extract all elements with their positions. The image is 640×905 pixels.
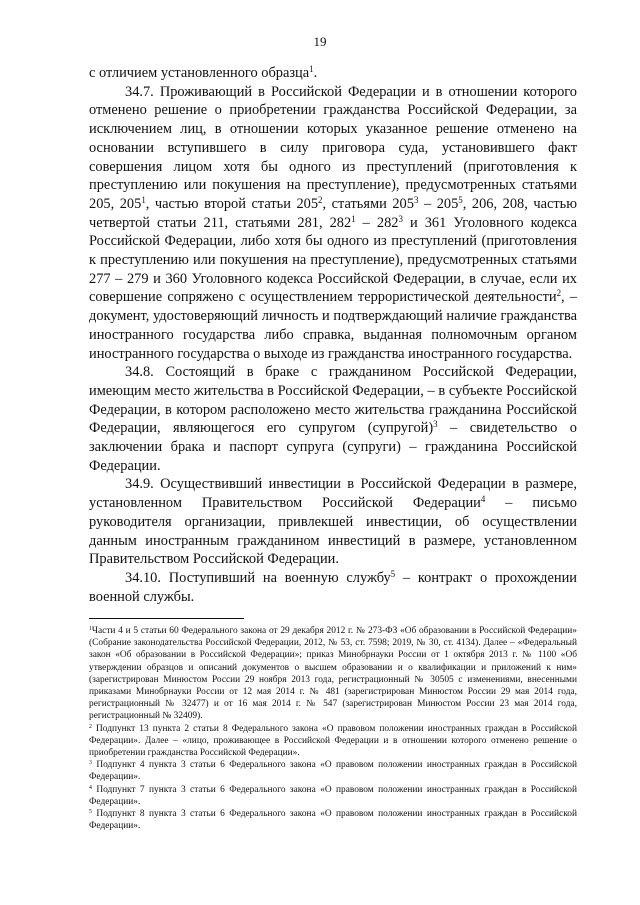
footnote-ref: 3	[413, 195, 419, 206]
text-run: Подпункт 13 пункта 2 статьи 8 Федерального закона «О правовом положении иностранных граждан в Российской Федерации». Далее – «лицо, проживающее в Российской Федерации и в отношении которого отменено решение о приобретении гражданства Российской Федерации».	[89, 723, 577, 759]
text-run: Подпункт 4 пункта 3 статьи 6 Федерального закона «О правовом положении иностранных граждан в Российской Федерации».	[89, 760, 577, 783]
footnote-3	[89, 759, 577, 783]
footnote-ref: 5	[458, 195, 463, 206]
footnote-ref: 4	[89, 784, 92, 791]
footnote-ref: 5	[390, 569, 396, 580]
text-run: 34.8. Состоящий в браке с гражданином Российской Федерации, имеющим место жительства в Российской Федерации, – в субъекте Российской Федерации, в котором расположено место жительства гражданина Российской Федерации, являющегося его супругом (супругой)	[89, 364, 577, 437]
text-run: с отличием установленного образца	[89, 65, 310, 81]
footnote-ref: 1	[89, 625, 92, 632]
footnote-ref: 1	[141, 195, 146, 206]
footnote-ref: 3	[398, 213, 403, 224]
text-run: , статьями 205	[322, 195, 414, 212]
text-run: .	[313, 65, 318, 81]
footnote-ref: 5	[89, 808, 92, 815]
text-run: – контракт о прохождении военной службы.	[89, 569, 577, 605]
text-run: 34.7. Проживающий в Российской Федерации и в отношении которого отменено решение о приобретении гражданства Российской Федерации, за исключением лиц, в отношении которых указанное решение отменено на основании вступившего в силу приговора суда, установившего факт совершения лицом хотя бы одного из преступлений (приготовления к преступлению или покушения на преступление), предусмотренных статьями 205, 205	[89, 83, 577, 212]
text-run: – письмо руководителя организации, привлекшей инвестиции, об осуществлении данным иностранным гражданином инвестиций в размере, установленном Правительством Российской Федерации.	[89, 495, 577, 568]
text-run: – свидетельство о заключении брака и паспорт супруга (супруги) – гражданина Российской Федерации.	[89, 420, 577, 474]
paragraph-4	[89, 475, 577, 569]
text-run: – 205	[418, 195, 459, 212]
footnote-ref: 3	[433, 419, 438, 430]
paragraph-3	[89, 363, 577, 475]
text-run: , – документ, удостоверяющий личность и подтверждающий наличие гражданства иностранного государства либо справка, выданная полномочным органом иностранного государства о выходе из гражданства иностранного государства.	[89, 289, 578, 362]
paragraph-2	[89, 83, 577, 364]
footnote-ref: 3	[89, 760, 92, 767]
footnote-4	[89, 784, 577, 808]
footnote-ref: 2	[318, 195, 323, 206]
text-run: Части 4 и 5 статьи 60 Федерального закона от 29 декабря 2012 г. № 273-ФЗ «Об образовании в Российской Федерации» (Собрание законодательства Российской Федерации, 2012, № 53, ст. 7598; 2019, № 30, ст. 4134). Далее – «Федеральный закон «Об образовании в Российской Федерации»; приказ Минобрнауки России от 1 октября 2013 г. № 1100 «Об утверждении образцов и описаний документов о высшем образовании и о квалификации и приложений к ним» (зарегистрирован Минюстом России 29 ноября 2013 года, регистрационный № 30505 с изменениями, внесенными приказами Минобрнауки России от 12 мая 2014 г. № 481 (зарегистрирован Минюстом России 29 мая 2014 года, регистрационный № 32477) и от 16 мая 2014 г. № 547 (зарегистрирован Минюстом России 23 мая 2014 года, регистрационный № 32409).	[89, 626, 577, 722]
paragraph-1	[89, 64, 577, 83]
text-run: , частью второй статьи 205	[145, 195, 319, 212]
footnote-1	[89, 625, 577, 723]
text-run: 34.10. Поступивший на военную службу	[125, 569, 391, 586]
footnote-ref: 1	[309, 64, 314, 75]
footnote-ref: 2	[89, 723, 92, 730]
footnote-5	[89, 808, 577, 832]
footnote-ref: 2	[556, 288, 562, 299]
page-number: 19	[313, 34, 327, 49]
text-run: и 361 Уголовного кодекса Российской Федерации, либо хотя бы одного из преступлений (приготовления к преступлению или покушения на преступление), предусмотренных статьями 277 – 279 и 360 Уголовного кодекса Российской Федерации, в случае, если их совершение сопряжено с осуществлением террористической деятельности	[89, 214, 577, 306]
text-run: 34.9. Осуществивший инвестиции в Российской Федерации в размере, установленном Правительством Российской Федерации	[89, 476, 577, 512]
main-text	[89, 64, 577, 606]
text-run: , 206, 208, частью четвертой статьи 211, статьями 281, 282	[89, 195, 577, 231]
text-run: Подпункт 7 пункта 3 статьи 6 Федерального закона «О правовом положении иностранных граждан в Российской Федерации».	[89, 784, 577, 807]
footnote-ref: 1	[351, 213, 356, 224]
footnote-ref: 4	[480, 494, 486, 505]
paragraph-5	[89, 569, 577, 606]
text-run: – 282	[355, 214, 399, 231]
footnote-separator	[89, 618, 244, 619]
text-run: Подпункт 8 пункта 3 статьи 6 Федерального закона «О правовом положении иностранных граждан в Российской Федерации».	[89, 809, 577, 832]
footnotes	[89, 625, 577, 832]
footnote-2	[89, 723, 577, 760]
